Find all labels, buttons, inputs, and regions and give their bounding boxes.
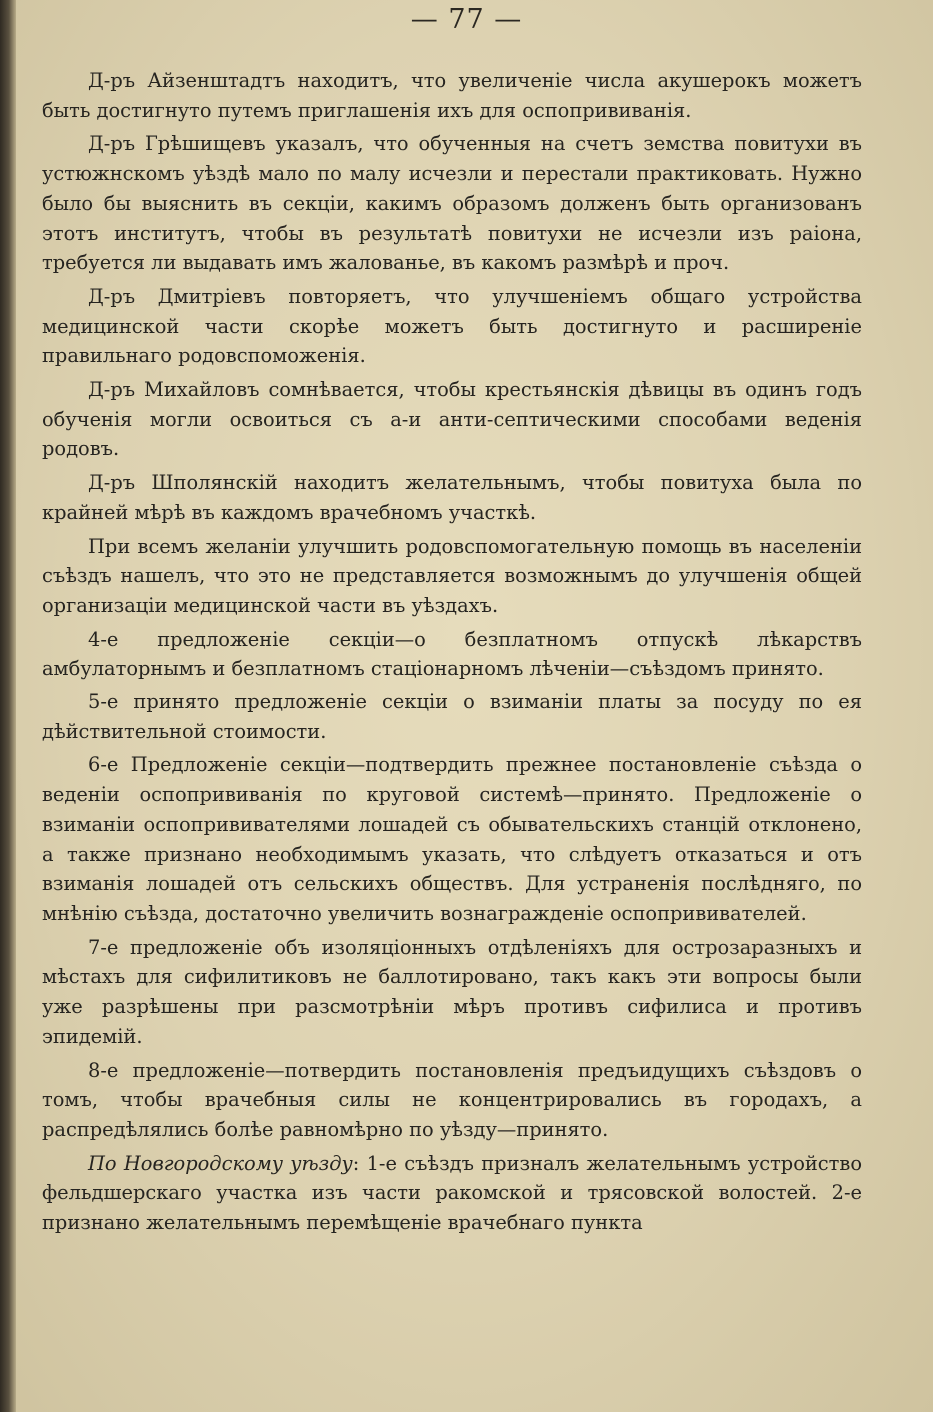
page-number: — 77 — (410, 4, 523, 35)
paragraph-proposal-4: 4-е предложеніе секціи—о безплатномъ отпускѣ лѣкарствъ амбулаторнымъ и безплатномъ стаціонарномъ лѣченіи—съѣздомъ принято. (42, 627, 862, 681)
paragraph-mikhailov: Д-ръ Михайловъ сомнѣвается, чтобы крестьянскія дѣвицы въ одинъ годъ обученія могли освоиться съ а-и анти-септическими способами веденія родовъ. (42, 378, 862, 461)
paragraph-novgorod-uezd (42, 1149, 862, 1238)
paragraph-proposal-7: 7-е предложеніе объ изоляціонныхъ отдѣленіяхъ для острозаразныхъ и мѣстахъ для сифилитиковъ не баллотировано, такъ какъ эти вопросы были уже разрѣшены при разсмотрѣніи мѣръ противъ сифилиса и противъ эпидемій. (42, 935, 862, 1048)
paragraph-shpolyansky: Д-ръ Шполянскій находитъ желательнымъ, чтобы повитуха была по крайней мѣрѣ въ каждомъ врачебномъ участкѣ. (42, 471, 862, 524)
paragraph-proposal-8: 8-е предложеніе—потвердить постановленія предъидущихъ съѣздовъ о томъ, чтобы врачебныя силы не концентрировались въ городахъ, а распредѣлялись болѣе равномѣрно по уѣзду—принято. (42, 1058, 862, 1141)
novgorod-uezd-heading: По Новгородскому уѣзду (88, 1151, 353, 1175)
paragraph-proposal-5: 5-е принято предложеніе секціи о взиманіи платы за посуду по ея дѣйствительной стоимости. (42, 690, 862, 743)
paragraph-aizenshtadt: Д-ръ Айзенштадтъ находитъ, что увеличеніе числа акушерокъ можетъ быть достигнуто путемъ приглашенія ихъ для оспопрививанія. (42, 69, 862, 122)
paragraph-proposal-6: 6-е Предложеніе секціи—подтвердить прежнее постановленіе съѣзда о веденіи оспопрививанія по круговой системѣ—принято. Предложеніе о взиманіи оспопрививателями лошадей съ обывательскихъ станцій отклонено, а также признано необходимымъ указать, что слѣдуетъ отказаться и отъ взиманія лошадей отъ сельскихъ обществъ. Для устраненія послѣдняго, по мнѣнію съѣзда, достаточно увеличить вознагражденіе оспопрививателей. (42, 753, 862, 925)
paragraph-dmitriev: Д-ръ Дмитріевъ повторяетъ, что улучшеніемъ общаго устройства медицинской части скорѣе можетъ быть достигнуто и расширеніе правильнаго родовспоможенія. (42, 284, 862, 368)
paragraph-greshishchev: Д-ръ Грѣшищевъ указалъ, что обученныя на счетъ земства повитухи въ устюжнскомъ уѣздѣ мало по малу исчезли и перестали практиковать. Нужно было бы выяснить въ секціи, какимъ образомъ долженъ быть организованъ этотъ институтъ, чтобы въ результатѣ повитухи не исчезли изъ раіона, требуется ли выдавать имъ жалованье, въ какомъ размѣрѣ и проч. (42, 132, 862, 275)
novgorod-uezd-text: : 1-е съѣздъ призналъ желательнымъ устройство фельдшерскаго участка изъ части ракомской и трясовской волостей. 2-е признано желательнымъ перемѣщеніе врачебнаго пункта (42, 1151, 862, 1235)
page-spine-shadow (0, 0, 16, 1412)
body-text (42, 66, 862, 1238)
paragraph-congress-conclusion: При всемъ желаніи улучшить родовспомогательную помощь въ населеніи съѣздъ нашелъ, что это не представляется возможнымъ до улучшенія общей организаціи медицинской части въ уѣздахъ. (42, 534, 862, 617)
